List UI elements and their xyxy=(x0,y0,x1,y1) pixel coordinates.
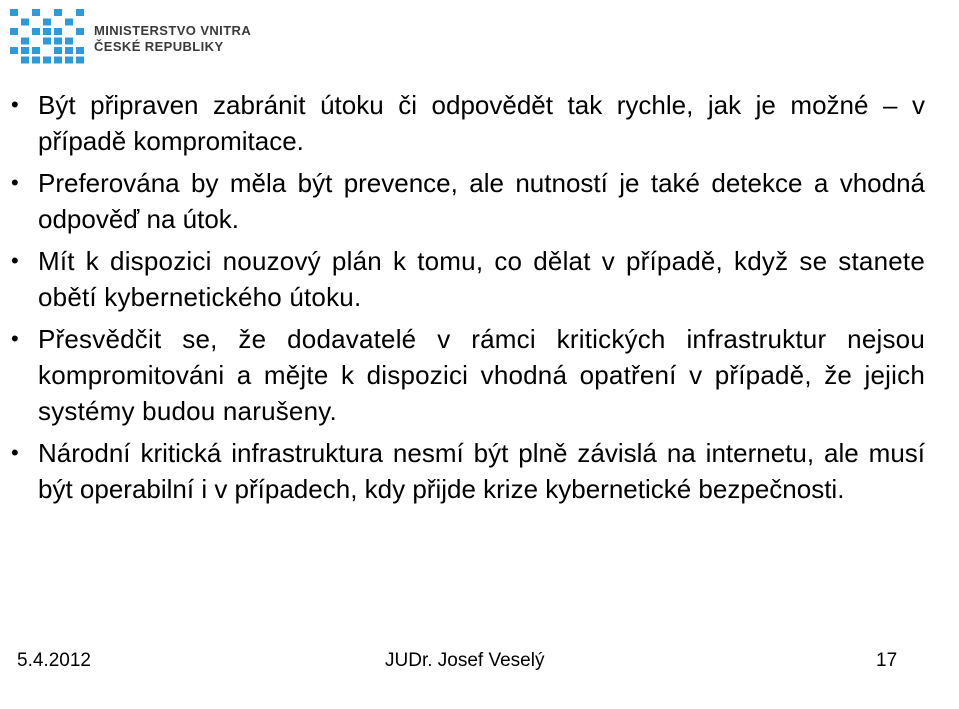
footer-page-number: 17 xyxy=(876,650,898,671)
logo-square xyxy=(32,57,40,64)
logo-square xyxy=(54,47,62,54)
bullet-item xyxy=(0,243,959,315)
logo-square xyxy=(32,47,40,54)
logo-square xyxy=(21,47,29,54)
bullet-dot-icon: • xyxy=(11,440,19,465)
logo-square xyxy=(76,47,84,54)
logo-square xyxy=(65,19,73,26)
logo-square xyxy=(43,57,51,64)
bullet-dot-icon: • xyxy=(11,170,19,195)
bullet-item xyxy=(0,435,959,507)
logo-square xyxy=(43,38,51,45)
logo-square xyxy=(54,38,62,45)
bullet-dot-icon: • xyxy=(11,92,19,117)
logo-square xyxy=(10,9,18,16)
logo-line-2: ČESKÉ REPUBLIKY xyxy=(94,39,224,54)
logo-square xyxy=(54,9,62,16)
bullet-text: Národní kritická infrastruktura nesmí být plně závislá na internetu, ale musí být operabilní i v případech, kdy přijde krize kybernetické bezpečnosti. xyxy=(38,438,925,504)
logo-square xyxy=(32,28,40,35)
logo-square xyxy=(76,28,84,35)
ministry-logo xyxy=(8,7,252,69)
logo-square xyxy=(54,57,62,64)
footer-date: 5.4.2012 xyxy=(17,650,91,671)
footer-author: JUDr. Josef Veselý xyxy=(385,650,545,671)
bullet-text: Mít k dispozici nouzový plán k tomu, co dělat v případě, když se stanete obětí kybernetického útoku. xyxy=(38,246,925,312)
bullet-dot-icon: • xyxy=(11,248,19,273)
bullet-dot-icon: • xyxy=(11,326,19,351)
logo-square xyxy=(43,19,51,26)
logo-square xyxy=(54,28,62,35)
logo-grid-icon xyxy=(8,7,88,65)
bullet-text: Být připraven zabránit útoku či odpovědět tak rychle, jak je možné – v případě kompromitace. xyxy=(38,90,925,156)
logo-text xyxy=(94,23,251,55)
logo-square xyxy=(21,38,29,45)
logo-square xyxy=(10,28,18,35)
logo-square xyxy=(32,9,40,16)
logo-square xyxy=(65,57,73,64)
logo-square xyxy=(76,57,84,64)
logo-square xyxy=(65,38,73,45)
logo-square xyxy=(43,28,51,35)
bullet-list xyxy=(0,87,959,513)
slide-footer xyxy=(0,649,959,673)
bullet-item xyxy=(0,87,959,159)
logo-square xyxy=(76,9,84,16)
logo-square xyxy=(65,47,73,54)
logo-square xyxy=(21,57,29,64)
bullet-text: Preferována by měla být prevence, ale nutností je také detekce a vhodná odpověď na útok. xyxy=(38,168,925,234)
logo-square xyxy=(21,19,29,26)
logo-square xyxy=(10,47,18,54)
bullet-item xyxy=(0,165,959,237)
logo-line-1: MINISTERSTVO VNITRA xyxy=(94,23,252,38)
bullet-item xyxy=(0,321,959,429)
bullet-text: Přesvědčit se, že dodavatelé v rámci kritických infrastruktur nejsou kompromitováni a mějte k dispozici vhodná opatření v případě, že jejich systémy budou narušeny. xyxy=(38,324,925,426)
